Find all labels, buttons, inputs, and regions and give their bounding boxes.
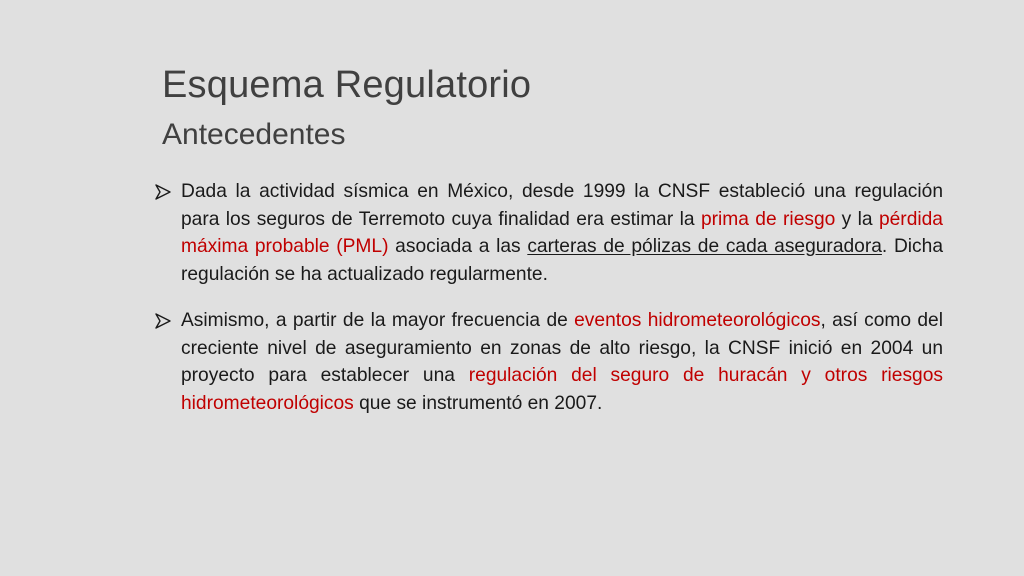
text-segment: y la xyxy=(835,208,879,230)
text-segment: Asimismo, a partir de la mayor frecuencia de xyxy=(181,310,575,331)
highlight-pml: pérdida máxima probable (PML) xyxy=(181,208,943,257)
highlight-regulacion-huracan: regulación del seguro de huracán y otros riesgos hidrometeorológicos xyxy=(181,365,943,414)
highlight-eventos: eventos hidrometeorológicos xyxy=(574,310,821,331)
text-segment: que se instrumentó en 2007. xyxy=(353,392,603,414)
arrow-bullet-icon xyxy=(155,313,171,329)
slide-subtitle: Antecedentes xyxy=(162,118,346,151)
text-segment: Dada la actividad sísmica en México, desde 1999 la CNSF estableció una regulación para los seguros de Terremoto cuya finalidad era estimar la xyxy=(181,181,943,230)
bullet-item-seismic xyxy=(155,178,943,288)
arrow-bullet-icon xyxy=(155,184,171,200)
text-segment: , así como del creciente nivel de aseguramiento en zonas de alto riesgo, la CNSF inició en 2004 un proyecto para establecer una xyxy=(181,310,943,386)
highlight-prima-de-riesgo: prima de riesgo xyxy=(700,208,836,230)
bullet-text-seismic xyxy=(181,178,943,288)
text-segment: asociada a las xyxy=(388,236,528,257)
text-segment: . Dicha regulación se ha actualizado regularmente. xyxy=(181,236,943,285)
bullet-text-hydrometeorological xyxy=(181,307,943,417)
bullet-list xyxy=(155,178,943,436)
bullet-item-hydrometeorological xyxy=(155,307,943,417)
underlined-carteras: carteras de pólizas de cada aseguradora xyxy=(527,236,882,257)
slide-title: Esquema Regulatorio xyxy=(162,64,532,106)
